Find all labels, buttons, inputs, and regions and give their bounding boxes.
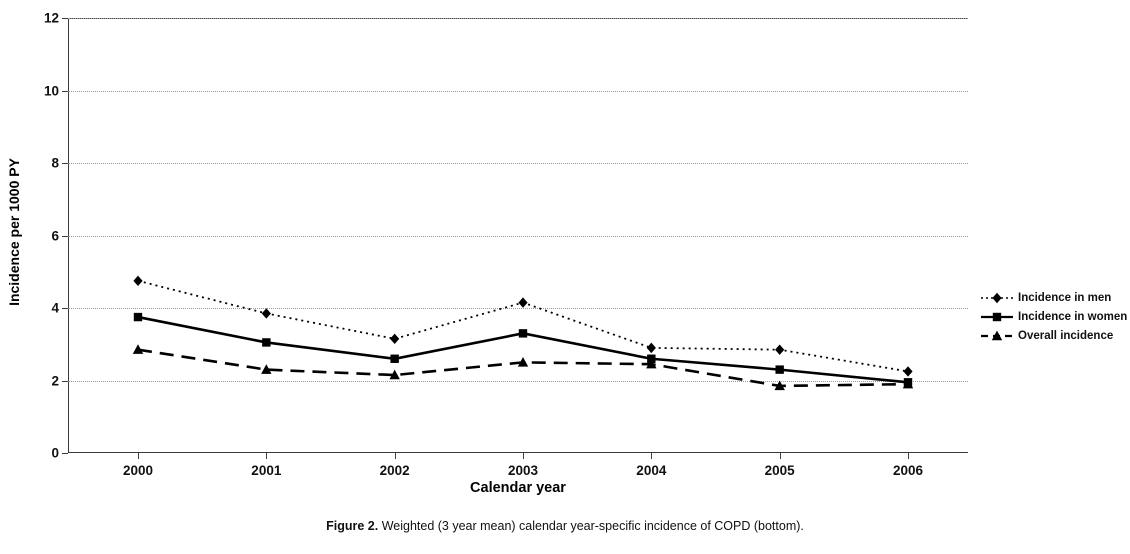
plot-area <box>43 10 968 478</box>
x-tick-label: 2003 <box>507 463 539 478</box>
legend-swatch-square-icon <box>980 310 1014 324</box>
x-tick-mark <box>395 453 396 459</box>
series-line <box>138 350 908 386</box>
data-point-marker <box>519 329 527 337</box>
x-tick-label: 2004 <box>636 463 667 478</box>
x-tick-label: 2002 <box>379 463 410 478</box>
x-tick-mark <box>266 453 267 459</box>
x-tick-mark <box>138 453 139 459</box>
data-point-marker <box>262 308 271 318</box>
data-point-marker <box>390 334 399 344</box>
figure-caption <box>0 519 1130 533</box>
legend-item <box>980 326 1125 345</box>
x-tick-mark <box>523 453 524 459</box>
y-tick-label: 10 <box>43 83 59 98</box>
figure-caption-text: Weighted (3 year mean) calendar year-specific incidence of COPD (bottom). <box>378 519 804 533</box>
legend-item <box>980 307 1128 326</box>
y-tick-label: 6 <box>51 228 59 243</box>
series-line <box>138 317 908 382</box>
y-axis-title: Incidence per 1000 PY <box>6 158 22 306</box>
x-tick-mark <box>651 453 652 459</box>
data-point-marker <box>262 338 270 346</box>
series-layer <box>68 18 968 453</box>
series-2 <box>133 344 913 390</box>
x-tick-label: 2001 <box>251 463 282 478</box>
data-point-marker <box>390 355 398 363</box>
legend-swatch-diamond-icon <box>980 291 1014 305</box>
legend-label: Overall incidence <box>1018 329 1114 342</box>
legend-item <box>980 288 1125 307</box>
legend-label: Incidence in men <box>1018 291 1112 304</box>
y-tick-mark <box>62 453 68 454</box>
chart-legend <box>980 288 1128 345</box>
data-point-marker <box>134 313 142 321</box>
x-tick-label: 2000 <box>122 463 154 478</box>
series-1 <box>134 313 912 387</box>
data-point-marker <box>775 365 783 373</box>
data-point-marker <box>133 276 142 286</box>
figure-caption-label: Figure 2. <box>326 519 379 533</box>
data-point-marker <box>903 366 912 376</box>
x-axis-title: Calendar year <box>470 480 566 496</box>
x-tick-label: 2006 <box>892 463 924 478</box>
x-tick-mark <box>780 453 781 459</box>
data-point-marker <box>518 297 527 307</box>
y-tick-label: 12 <box>43 10 59 26</box>
y-tick-label: 8 <box>51 155 59 171</box>
data-point-marker <box>647 343 656 353</box>
y-tick-label: 2 <box>51 373 59 388</box>
y-tick-label: 4 <box>51 300 59 316</box>
legend-label: Incidence in women <box>1018 310 1128 323</box>
x-tick-mark <box>908 453 909 459</box>
y-tick-label: 0 <box>51 445 59 461</box>
data-point-marker <box>775 344 784 354</box>
x-tick-label: 2005 <box>764 463 795 478</box>
legend-swatch-triangle-icon <box>980 329 1014 343</box>
